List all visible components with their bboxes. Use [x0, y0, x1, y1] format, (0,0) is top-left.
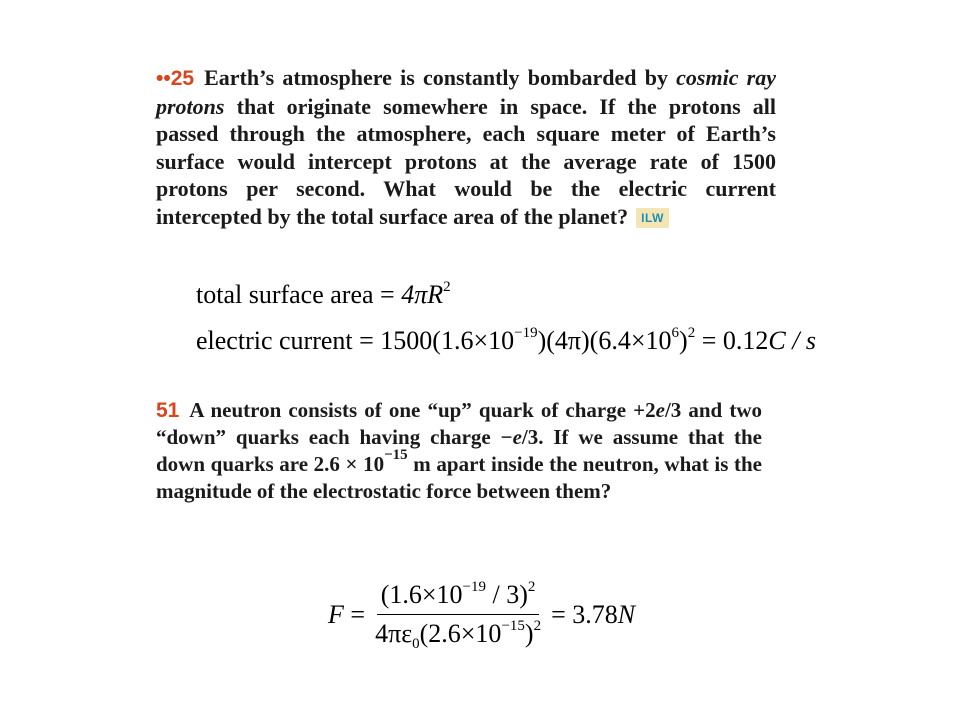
force-fraction: [371, 579, 545, 652]
ilw-badge: ILW: [636, 208, 669, 228]
fraction-denominator: $4\pi\varepsilon_0(2.6\times 10^{-15})^2$: [375, 618, 542, 652]
problem-number-51: 51: [156, 399, 180, 422]
problem-number-25: ••25: [156, 67, 195, 90]
fraction-numerator: $(1.6\times 10^{-19} / 3)^2$: [377, 580, 540, 615]
problem-51: 51 A neutron consists of one “up” quark of charge +2e/3 and two “down” quarks each having charge −e/3. If we assume that the down quarks are $2.6 \times 10^{-15}$ m apart inside the neutron, what is the magnitude of the electrostatic force between them?: [156, 398, 762, 503]
problem-25-text: Earth’s atmosphere is constantly bombarded by cosmic ray protons that originate somewhere in space. If the protons all passed through the atmosphere, each square meter of Earth’s surface would intercept protons at the average rate of 1500 protons per second. What would be the electric current intercepted by the total surface area of the planet?: [156, 65, 776, 229]
surface-area-equation: total surface area = $4\pi R^2$: [196, 279, 451, 309]
problem-25: [156, 64, 776, 230]
electric-current-equation: electric current = $1500(1.6\times 10^{-19})(4\pi)(6.4\times 10^6)^2 = 0.12C / s$: [196, 325, 817, 355]
electrostatic-force-equation: F = $\frac{(1.6\times 10^{-19} / 3)^2}{4\pi\varepsilon_0(2.6\times 10^{-15})^2}$ = 3.78 N: [328, 579, 636, 652]
